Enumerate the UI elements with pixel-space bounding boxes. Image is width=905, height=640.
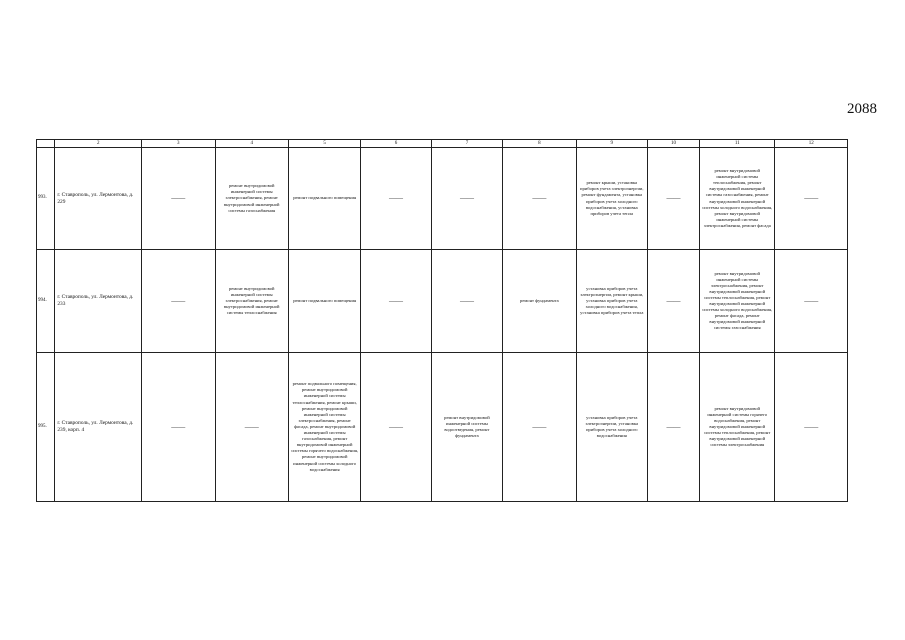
table-cell: —— <box>142 353 215 502</box>
table-cell: ремонт внутридомовой инженерной системы электроснабжения, ремонт внутридомовой инженерной системы теплоснабжения, ремонт внутридомовой инженерной системы холодного водоснабжения, ремонт фасада, ремонт внутридомовой инженерной системы газоснабжения <box>700 250 775 353</box>
table-cell: ремонт внутридомовой инженерной системы теплоснабжения, ремонт внутридомовой инженерной системы газоснабжения, ремонт внутридомовой инженерной системы холодного водоснабжения, ремонт внутридомовой инженерной системы электроснабжения, ремонт фасада <box>700 148 775 250</box>
column-header: 11 <box>700 140 775 148</box>
row-number: 995. <box>37 353 55 502</box>
table-cell: ремонт внутридомовой инженерной системы электроснабжения, ремонт внутридомовой инженерной системы теплоснабжения <box>215 250 288 353</box>
table-row <box>37 148 848 250</box>
table-cell: ремонт подвального помещения <box>288 250 360 353</box>
table-cell: —— <box>775 353 848 502</box>
table-cell: —— <box>775 250 848 353</box>
table-cell: ремонт внутридомовой инженерной системы горячего водоснабжения, ремонт внутридомовой инженерной системы теплоснабжения, ремонт внутридомовой инженерной системы электроснабжения <box>700 353 775 502</box>
table-cell: —— <box>503 353 576 502</box>
table-cell: ремонт подвального помещения, ремонт внутридомовой инженерной системы теплоснабжения, ремонт крыши, ремонт внутридомовой инженерной системы электроснабжения, ремонт фасада, ремонт внутридомовой инженерной системы газоснабжения, ремонт внутридомовой инженерной системы горячего водоснабжения, ремонт внутридомовой инженерной системы холодного водоснабжения <box>288 353 360 502</box>
row-number: 993. <box>37 148 55 250</box>
table-row <box>37 353 848 502</box>
column-header: 2 <box>55 140 142 148</box>
table-cell: —— <box>503 148 576 250</box>
column-header: 3 <box>142 140 215 148</box>
capital-repair-table <box>36 139 848 502</box>
table-cell: —— <box>215 353 288 502</box>
table-cell: —— <box>775 148 848 250</box>
table-cell: ремонт внутридомовой инженерной системы электроснабжения, ремонт внутридомовой инженерной системы газоснабжения <box>215 148 288 250</box>
table-cell: —— <box>361 250 431 353</box>
page-number: 2088 <box>847 101 877 117</box>
column-header: 12 <box>775 140 848 148</box>
table-cell: —— <box>431 250 502 353</box>
column-header <box>37 140 55 148</box>
row-number: 994. <box>37 250 55 353</box>
table-cell: ремонт фундамента <box>503 250 576 353</box>
table-row <box>37 250 848 353</box>
table-cell: —— <box>142 250 215 353</box>
column-header: 5 <box>288 140 360 148</box>
address-cell: г. Ставрополь, ул. Лермонтова, д. 239, корп. 4 <box>55 353 142 502</box>
address-cell: г. Ставрополь, ул. Лермонтова, д. 229 <box>55 148 142 250</box>
table-cell: ремонт крыши, установка приборов учета электроэнергии, ремонт фундамента, установка приборов учета холодного водоснабжения, установка приборов учета тепла <box>576 148 647 250</box>
column-header: 9 <box>576 140 647 148</box>
table-cell: —— <box>647 353 699 502</box>
table-cell: —— <box>142 148 215 250</box>
table-cell: —— <box>431 148 502 250</box>
table-cell: установка приборов учета электроэнергии, ремонт крыши, установка приборов учета холодного водоснабжения, установка приборов учета тепла <box>576 250 647 353</box>
table-cell: —— <box>361 353 431 502</box>
column-header: 10 <box>647 140 699 148</box>
address-cell: г. Ставрополь, ул. Лермонтова, д. 233 <box>55 250 142 353</box>
table-cell: ремонт внутридомовой инженерной системы водоотведения, ремонт фундамента <box>431 353 502 502</box>
column-number-row <box>37 140 848 148</box>
column-header: 7 <box>431 140 502 148</box>
column-header: 4 <box>215 140 288 148</box>
column-header: 6 <box>361 140 431 148</box>
table-cell: —— <box>647 250 699 353</box>
table-cell: —— <box>647 148 699 250</box>
table-cell: —— <box>361 148 431 250</box>
column-header: 8 <box>503 140 576 148</box>
table-cell: установка приборов учета электроэнергии, установка приборов учета холодного водоснабжения <box>576 353 647 502</box>
table-cell: ремонт подвального помещения <box>288 148 360 250</box>
